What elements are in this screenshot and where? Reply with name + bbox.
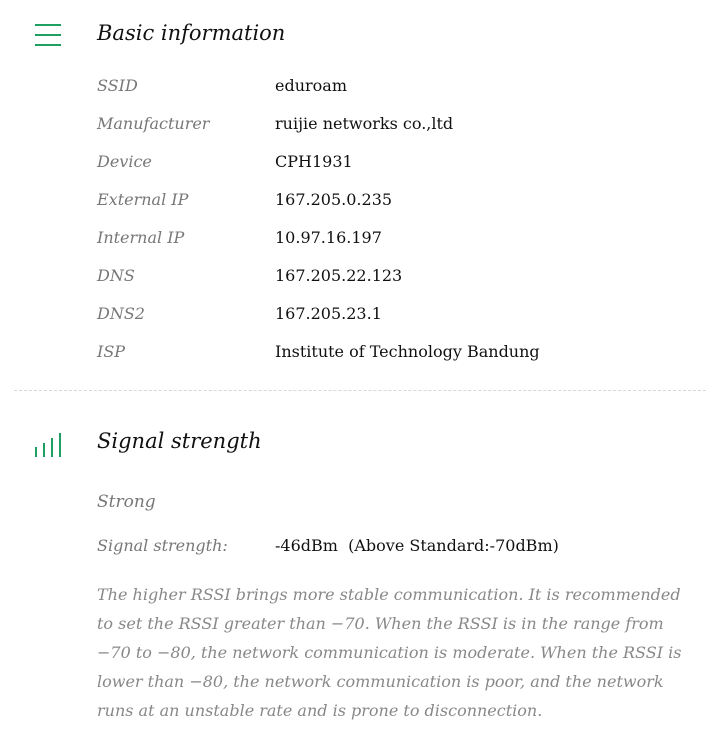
info-label: Internal IP <box>97 228 185 247</box>
info-label: DNS <box>97 266 135 285</box>
info-row-isp <box>0 342 720 372</box>
info-label: Manufacturer <box>97 114 210 133</box>
signal-strength-row <box>0 536 720 566</box>
signal-bars-icon <box>32 428 64 460</box>
info-value: Institute of Technology Bandung <box>275 342 540 361</box>
info-row-ssid <box>0 76 720 106</box>
info-value: CPH1931 <box>275 152 353 171</box>
signal-strength-value: -46dBm (Above Standard:-70dBm) <box>275 536 559 555</box>
info-value: 167.205.23.1 <box>275 304 382 323</box>
info-value: eduroam <box>275 76 348 95</box>
info-label: ISP <box>97 342 126 361</box>
rssi-explanation: The higher RSSI brings more stable communication. It is recommended to set the RSSI greater than −70. When the RSSI is in the range from −70 to −80, the network communication is moderate. When the RSSI is lower than −80, the network communication is poor, and the network runs at an unstable rate and is prone to disconnection. <box>97 585 682 720</box>
info-value: 167.205.0.235 <box>275 190 393 209</box>
info-label: Device <box>97 152 152 171</box>
basic-info-header <box>0 10 720 58</box>
signal-title: Signal strength <box>97 429 262 453</box>
info-row-device <box>0 152 720 182</box>
info-row-manufacturer <box>0 114 720 144</box>
info-label: External IP <box>97 190 189 209</box>
info-value: 167.205.22.123 <box>275 266 403 285</box>
info-row-internal-ip <box>0 228 720 258</box>
section-divider <box>14 390 706 391</box>
menu-icon[interactable] <box>32 18 64 50</box>
info-row-dns <box>0 266 720 296</box>
signal-status: Strong <box>97 492 156 512</box>
info-value: 10.97.16.197 <box>275 228 382 247</box>
signal-header <box>0 420 720 468</box>
info-label: SSID <box>97 76 138 95</box>
signal-strength-label: Signal strength: <box>97 536 228 555</box>
info-row-external-ip <box>0 190 720 220</box>
basic-info-title: Basic information <box>97 21 286 45</box>
info-row-dns2 <box>0 304 720 334</box>
info-label: DNS2 <box>97 304 145 323</box>
info-value: ruijie networks co.,ltd <box>275 114 454 133</box>
